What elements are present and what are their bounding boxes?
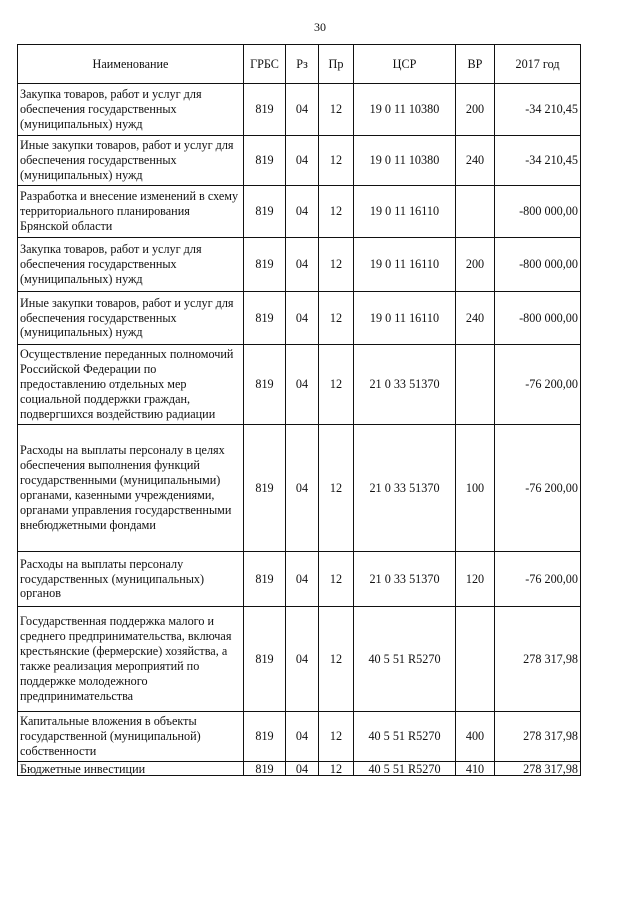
cell-csr: 19 0 11 16110 [354,292,456,345]
cell-pr: 12 [319,292,354,345]
cell-csr: 19 0 11 16110 [354,238,456,292]
cell-grbs: 819 [244,186,286,238]
cell-rz: 04 [286,186,319,238]
cell-amount: 278 317,98 [495,607,581,712]
cell-pr: 12 [319,712,354,762]
cell-amount: -76 200,00 [495,552,581,607]
cell-rz: 04 [286,762,319,776]
cell-vr: 240 [456,292,495,345]
table-row [18,762,581,776]
cell-name: Закупка товаров, работ и услуг для обеспечения государственных (муниципальных) нужд [18,238,244,292]
cell-grbs: 819 [244,84,286,136]
cell-csr: 40 5 51 R5270 [354,762,456,776]
budget-table [17,44,581,776]
cell-amount: -800 000,00 [495,238,581,292]
cell-rz: 04 [286,425,319,552]
cell-csr: 40 5 51 R5270 [354,607,456,712]
cell-csr: 21 0 33 51370 [354,425,456,552]
cell-pr: 12 [319,762,354,776]
cell-amount: 278 317,98 [495,712,581,762]
cell-rz: 04 [286,84,319,136]
cell-vr: 100 [456,425,495,552]
cell-csr: 40 5 51 R5270 [354,712,456,762]
table-row [18,712,581,762]
header-vr: ВР [456,45,495,84]
cell-name: Капитальные вложения в объекты государственной (муниципальной) собственности [18,712,244,762]
cell-csr: 21 0 33 51370 [354,345,456,425]
table-row [18,345,581,425]
cell-vr: 200 [456,238,495,292]
cell-name: Разработка и внесение изменений в схему территориального планирования Брянской области [18,186,244,238]
cell-vr [456,186,495,238]
cell-amount: -800 000,00 [495,292,581,345]
cell-amount: -76 200,00 [495,345,581,425]
cell-pr: 12 [319,84,354,136]
cell-vr: 200 [456,84,495,136]
cell-grbs: 819 [244,607,286,712]
cell-rz: 04 [286,607,319,712]
cell-amount: -34 210,45 [495,84,581,136]
cell-vr: 240 [456,136,495,186]
cell-rz: 04 [286,238,319,292]
cell-pr: 12 [319,552,354,607]
cell-amount: 278 317,98 [495,762,581,776]
cell-rz: 04 [286,345,319,425]
cell-grbs: 819 [244,136,286,186]
cell-pr: 12 [319,186,354,238]
cell-name: Государственная поддержка малого и среднего предпринимательства, включая крестьянские (фермерские) хозяйства, а также реализация мероприятий по поддержке молодежного предпринимательства [18,607,244,712]
table-row [18,552,581,607]
table-row [18,186,581,238]
cell-amount: -76 200,00 [495,425,581,552]
cell-name: Иные закупки товаров, работ и услуг для обеспечения государственных (муниципальных) нужд [18,136,244,186]
cell-amount: -34 210,45 [495,136,581,186]
cell-rz: 04 [286,552,319,607]
cell-vr [456,607,495,712]
table-row [18,292,581,345]
header-rz: Рз [286,45,319,84]
cell-vr [456,345,495,425]
header-grbs: ГРБС [244,45,286,84]
cell-pr: 12 [319,607,354,712]
cell-name: Иные закупки товаров, работ и услуг для обеспечения государственных (муниципальных) нужд [18,292,244,345]
cell-amount: -800 000,00 [495,186,581,238]
cell-vr: 120 [456,552,495,607]
header-row [18,45,581,84]
table-row [18,136,581,186]
cell-grbs: 819 [244,425,286,552]
table-row [18,84,581,136]
page-number: 30 [314,20,326,34]
cell-grbs: 819 [244,345,286,425]
cell-rz: 04 [286,712,319,762]
cell-pr: 12 [319,345,354,425]
cell-vr: 400 [456,712,495,762]
cell-csr: 21 0 33 51370 [354,552,456,607]
cell-grbs: 819 [244,238,286,292]
cell-grbs: 819 [244,762,286,776]
header-year: 2017 год [495,45,581,84]
table-row [18,425,581,552]
header-csr: ЦСР [354,45,456,84]
cell-name: Осуществление переданных полномочий Российской Федерации по предоставлению отдельных мер социальной поддержки граждан, подвергшихся воздействию радиации [18,345,244,425]
cell-csr: 19 0 11 10380 [354,84,456,136]
cell-name: Бюджетные инвестиции [18,762,244,776]
table-row [18,238,581,292]
table-row [18,607,581,712]
cell-pr: 12 [319,425,354,552]
cell-pr: 12 [319,238,354,292]
cell-grbs: 819 [244,552,286,607]
cell-csr: 19 0 11 16110 [354,186,456,238]
cell-name: Расходы на выплаты персоналу в целях обеспечения выполнения функций государственными (муниципальными) органами, казенными учреждениями, органами управления государственными внебюджетными фондами [18,425,244,552]
cell-pr: 12 [319,136,354,186]
cell-vr: 410 [456,762,495,776]
cell-name: Расходы на выплаты персоналу государственных (муниципальных) органов [18,552,244,607]
cell-grbs: 819 [244,712,286,762]
cell-name: Закупка товаров, работ и услуг для обеспечения государственных (муниципальных) нужд [18,84,244,136]
cell-grbs: 819 [244,292,286,345]
header-pr: Пр [319,45,354,84]
header-name: Наименование [18,45,244,84]
cell-rz: 04 [286,136,319,186]
cell-csr: 19 0 11 10380 [354,136,456,186]
cell-rz: 04 [286,292,319,345]
